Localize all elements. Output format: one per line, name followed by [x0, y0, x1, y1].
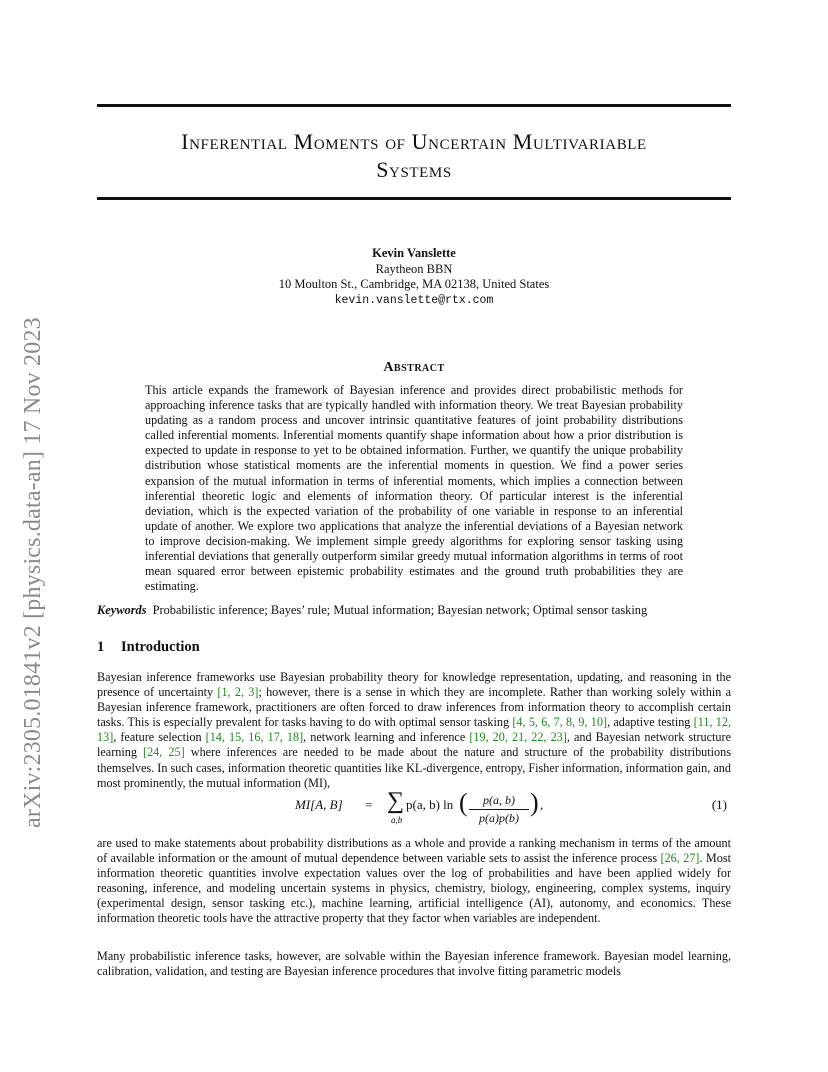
arxiv-stamp: arXiv:2305.01841v2 [physics.data-an] 17 Nov 2023	[20, 317, 46, 828]
citation-link[interactable]: [26, 27]	[660, 851, 700, 866]
equation-number: (1)	[711, 797, 727, 812]
author-name: Kevin Vanslette	[372, 246, 456, 260]
citation-link[interactable]: [19, 20, 21, 22, 23]	[469, 730, 567, 745]
intro-paragraph-1	[97, 670, 731, 791]
citation-link[interactable]: [11, 12, 13]	[97, 715, 732, 745]
p2-text: . Most information theoretic quantities involve expectation values over the log of probabilities and have been applied widely for reasoning, inference, and modeling uncertain systems in physics, chemistry, biology, engineering, complex systems, inquiry (experimental design, sensor tasking etc.), machine learning, artificial intelligence (AI), autonomy, and economics. These information theoretic tools have the attractive property that they factor when variables are independent.	[97, 851, 731, 926]
p1-text: , adaptive testing	[607, 715, 694, 730]
sum-symbol: ∑	[387, 788, 405, 814]
citation-link[interactable]: [14, 15, 16, 17, 18]	[205, 730, 304, 745]
keywords-text: Probabilistic inference; Bayes’ rule; Mutual information; Bayesian network; Optimal sensor tasking	[152, 603, 648, 617]
fraction-numerator: p(a, b)	[483, 793, 515, 807]
intro-paragraph-2	[97, 836, 731, 927]
equation-equals: =	[365, 797, 373, 812]
left-paren: (	[459, 788, 468, 817]
author-address: 10 Moulton St., Cambridge, MA 02138, United States	[278, 277, 550, 291]
intro-paragraph-3: Many probabilistic inference tasks, however, are solvable within the Bayesian inference framework. Bayesian model learning, calibration, validation, and testing are Bayesian inference procedures that involve fitting parametric models	[97, 949, 731, 979]
abstract-body: This article expands the framework of Bayesian inference and provides direct probabilistic methods for approaching inference tasks that are typically handled with information theory. We treat Bayesian probability updating as a random process and uncover intrinsic quantitative features of joint probability distributions called inferential moments. Inferential moments quantify shape information about how a prior distribution is expected to update in response to yet to be obtained information. Further, we quantify the unique probability distribution whose statistical moments are the inferential moments in question. We find a power series expansion of the mutual information in terms of inferential moments, which implies a connection between inferential theoretic logic and elements of information theory. Of particular interest is the inferential deviation, which is the expected variation of the probability of one variable in response to an inferential update of another. We explore two applications that analyze the inferential deviations of a Bayesian network to improve decision-making. We implement simple greedy algorithms for exploring sensor tasking using inferential deviations that generally outperform similar greedy mutual information algorithms in terms of root mean squared error between epistemic probability estimates and the ground truth probabilities they are estimating.	[145, 383, 683, 594]
keywords-line	[97, 603, 731, 618]
author-email[interactable]: kevin.vanslette@rtx.com	[334, 293, 494, 307]
paper-title	[97, 128, 731, 184]
section-heading	[97, 639, 200, 656]
p1-text: , network learning and inference	[303, 730, 470, 745]
equation-mutual-information	[97, 790, 731, 830]
p1-text: , and Bayesian network structure learning	[97, 730, 731, 760]
citation-link[interactable]: [1, 2, 3]	[217, 685, 259, 700]
p2-text: are used to make statements about probability distributions as a whole and provide a ranking mechanism in terms of the amount of available information or the amount of mutual dependence between variable sets to assist the inference process	[97, 836, 731, 866]
equation-lhs: MI[A, B]	[295, 797, 343, 812]
equation-tail: ,	[540, 797, 544, 812]
right-paren: )	[530, 788, 539, 817]
equation-term: p(a, b) ln	[406, 797, 454, 812]
author-affiliation: Raytheon BBN	[375, 261, 453, 276]
p1-text: Bayesian inference frameworks use Bayesian probability theory for knowledge representation, updating, and reasoning in the presence of uncertainty	[97, 670, 731, 700]
keywords-label: Keywords	[97, 603, 147, 617]
fraction-denominator: p(a)p(b)	[479, 811, 519, 825]
abstract-heading: Abstract	[383, 360, 445, 375]
sum-subscript: a,b	[391, 815, 403, 825]
title-line-1: Inferential Moments of Uncertain Multivariable	[181, 129, 647, 154]
equation-fraction	[469, 793, 529, 826]
p1-text: ; however, there is a sense in which they are incomplete. Rather than working solely within a Bayesian inference framework, practitioners are often forced to draw inferences from information theory to accomplish certain tasks. This is especially prevalent for tasks having to do with optimal sensor tasking	[97, 685, 731, 730]
section-number: 1	[97, 639, 105, 655]
title-line-2: Systems	[376, 157, 452, 182]
p1-text: , feature selection	[113, 730, 206, 745]
title-rule-bottom	[97, 197, 731, 200]
p1-text: where inferences are needed to be made about the nature and structure of the probability distributions themselves. In such cases, information theoretic quantities like KL-divergence, entropy, Fisher information, information gain, and most prominently, the mutual information (MI),	[97, 745, 731, 790]
title-rule-top	[97, 104, 731, 107]
citation-link[interactable]: [4, 5, 6, 7, 8, 9, 10]	[512, 715, 608, 730]
citation-link[interactable]: [24, 25]	[143, 745, 185, 760]
section-title: Introduction	[121, 639, 200, 655]
fraction-bar	[469, 809, 529, 810]
author-block	[97, 246, 731, 308]
